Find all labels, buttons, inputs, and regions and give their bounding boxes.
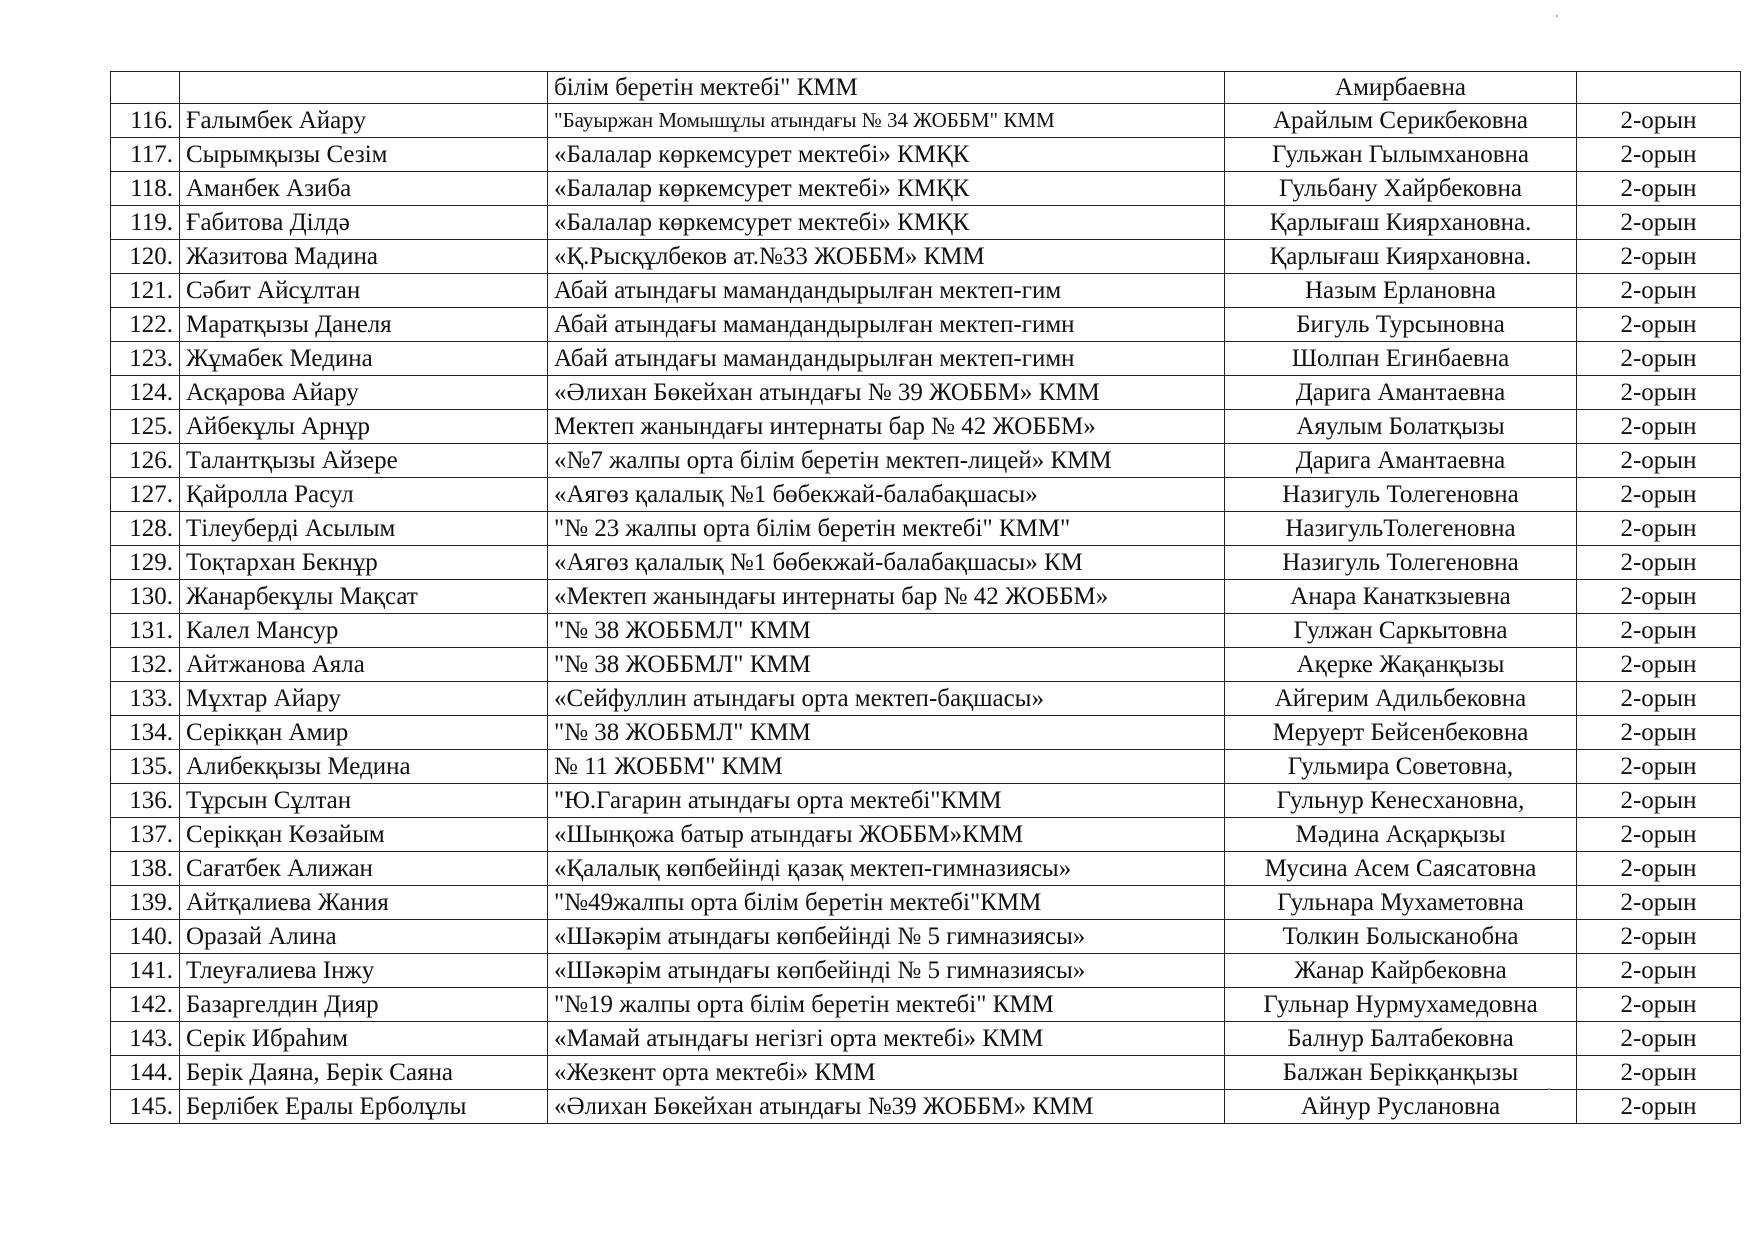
row-number: 116. [111, 104, 180, 138]
row-number: 142. [111, 988, 180, 1022]
participant-name [180, 72, 548, 104]
school-name: Абай атындағы мамандандырылған мектеп-гимн [548, 308, 1225, 342]
place-result: 2-орын [1577, 1022, 1741, 1056]
school-name: «Қ.Рысқұлбеков ат.№33 ЖОББМ» КММ [548, 240, 1225, 274]
place-result: 2-орын [1577, 988, 1741, 1022]
school-name: «Аягөз қалалық №1 бөбекжай-балабақшасы» КМ [548, 546, 1225, 580]
row-number: 138. [111, 852, 180, 886]
teacher-name: Бигуль Турсыновна [1225, 308, 1577, 342]
school-name: "№ 38 ЖОББМЛ" КММ [548, 716, 1225, 750]
teacher-name: Мәдина Асқарқызы [1225, 818, 1577, 852]
school-name: "Бауыржан Момышұлы атындағы № 34 ЖОББМ" КММ [548, 104, 1225, 138]
row-number: 128. [111, 512, 180, 546]
row-number: 118. [111, 172, 180, 206]
row-number: 140. [111, 920, 180, 954]
participant-name: Жұмабек Медина [180, 342, 548, 376]
participant-name: Серікқан Амир [180, 716, 548, 750]
table-row [111, 308, 1741, 342]
row-number: 121. [111, 274, 180, 308]
teacher-name: Гульбану Хайрбековна [1225, 172, 1577, 206]
school-name: «Шәкәрім атындағы көпбейінді № 5 гимназиясы» [548, 920, 1225, 954]
row-number: 134. [111, 716, 180, 750]
place-result: 2-орын [1577, 274, 1741, 308]
participant-name: Оразай Алина [180, 920, 548, 954]
school-name: "№ 38 ЖОББМЛ" КММ [548, 614, 1225, 648]
table-row [111, 886, 1741, 920]
row-number: 130. [111, 580, 180, 614]
scan-speck [1548, 1088, 1550, 1090]
teacher-name: Меруерт Бейсенбековна [1225, 716, 1577, 750]
teacher-name: Гульмира Советовна, [1225, 750, 1577, 784]
place-result: 2-орын [1577, 614, 1741, 648]
participant-name: Тұрсын Сұлтан [180, 784, 548, 818]
place-result: 2-орын [1577, 818, 1741, 852]
table-row [111, 716, 1741, 750]
row-number: 131. [111, 614, 180, 648]
school-name: «Әлихан Бөкейхан атындағы № 39 ЖОББМ» КММ [548, 376, 1225, 410]
school-name: «Әлихан Бөкейхан атындағы №39 ЖОББМ» КММ [548, 1090, 1225, 1124]
place-result: 2-орын [1577, 512, 1741, 546]
teacher-name: Гульнар Нурмухамедовна [1225, 988, 1577, 1022]
teacher-name: Аяулым Болатқызы [1225, 410, 1577, 444]
teacher-name: НазигульТолегеновна [1225, 512, 1577, 546]
table-row [111, 138, 1741, 172]
table-row [111, 512, 1741, 546]
school-name: «Шәкәрім атындағы көпбейінді № 5 гимназиясы» [548, 954, 1225, 988]
place-result: 2-орын [1577, 206, 1741, 240]
school-name: «Қалалық көпбейінді қазақ мектеп-гимназиясы» [548, 852, 1225, 886]
table-row [111, 376, 1741, 410]
school-name: «Жезкент орта мектебі» КММ [548, 1056, 1225, 1090]
scan-speck [1556, 15, 1558, 17]
table-row [111, 410, 1741, 444]
participant-name: Маратқызы Данеля [180, 308, 548, 342]
participant-name: Берлібек Ералы Ерболұлы [180, 1090, 548, 1124]
participant-name: Тлеуғалиева Інжу [180, 954, 548, 988]
table-row [111, 580, 1741, 614]
participant-name: Жазитова Мадина [180, 240, 548, 274]
teacher-name: Ақерке Жақанқызы [1225, 648, 1577, 682]
participant-name: Айбекұлы Арнұр [180, 410, 548, 444]
table-row [111, 104, 1741, 138]
teacher-name: Толкин Болысканобна [1225, 920, 1577, 954]
teacher-name: Гульнур Кенесхановна, [1225, 784, 1577, 818]
participant-name: Мұхтар Айару [180, 682, 548, 716]
participant-name: Серікқан Көзайым [180, 818, 548, 852]
place-result: 2-орын [1577, 172, 1741, 206]
school-name: «Балалар көркемсурет мектебі» КМҚК [548, 206, 1225, 240]
school-name: № 11 ЖОББМ" КММ [548, 750, 1225, 784]
school-name: «№7 жалпы орта білім беретін мектеп-лицей» КММ [548, 444, 1225, 478]
place-result: 2-орын [1577, 784, 1741, 818]
table-row [111, 172, 1741, 206]
teacher-name: Балнур Балтабековна [1225, 1022, 1577, 1056]
teacher-name: Дарига Амантаевна [1225, 444, 1577, 478]
place-result: 2-орын [1577, 308, 1741, 342]
participant-name: Сырымқызы Сезім [180, 138, 548, 172]
table-row [111, 818, 1741, 852]
teacher-name: Гульнара Мухаметовна [1225, 886, 1577, 920]
table-row [111, 648, 1741, 682]
row-number: 145. [111, 1090, 180, 1124]
row-number: 139. [111, 886, 180, 920]
table-row [111, 1090, 1741, 1124]
table-row [111, 478, 1741, 512]
place-result: 2-орын [1577, 240, 1741, 274]
row-number: 129. [111, 546, 180, 580]
teacher-name: Назым Ерлановна [1225, 274, 1577, 308]
row-number: 137. [111, 818, 180, 852]
teacher-name: Назигуль Толегеновна [1225, 546, 1577, 580]
table-row [111, 682, 1741, 716]
participant-name: Қайролла Расул [180, 478, 548, 512]
table-row [111, 1056, 1741, 1090]
participant-name: Сағатбек Алижан [180, 852, 548, 886]
place-result: 2-орын [1577, 716, 1741, 750]
row-number: 136. [111, 784, 180, 818]
row-number: 144. [111, 1056, 180, 1090]
teacher-name: Арайлым Серикбековна [1225, 104, 1577, 138]
row-number: 143. [111, 1022, 180, 1056]
school-name: «Шынқожа батыр атындағы ЖОББМ»КММ [548, 818, 1225, 852]
place-result: 2-орын [1577, 410, 1741, 444]
row-number: 122. [111, 308, 180, 342]
school-name: Абай атындағы мамандандырылған мектеп-гим [548, 274, 1225, 308]
school-name: «Сейфуллин атындағы орта мектеп-бақшасы» [548, 682, 1225, 716]
row-number: 123. [111, 342, 180, 376]
place-result: 2-орын [1577, 648, 1741, 682]
table-row [111, 988, 1741, 1022]
place-result: 2-орын [1577, 376, 1741, 410]
participant-name: Берік Даяна, Берік Саяна [180, 1056, 548, 1090]
table-row [111, 614, 1741, 648]
participant-name: Алибекқызы Медина [180, 750, 548, 784]
place-result: 2-орын [1577, 886, 1741, 920]
row-number: 141. [111, 954, 180, 988]
school-name: білім беретін мектебі" КММ [548, 72, 1225, 104]
row-number: 132. [111, 648, 180, 682]
school-name: "№ 23 жалпы орта білім беретін мектебі" КММ" [548, 512, 1225, 546]
school-name: "№49жалпы орта білім беретін мектебі"КММ [548, 886, 1225, 920]
teacher-name: Гульжан Гылымхановна [1225, 138, 1577, 172]
table-row [111, 1022, 1741, 1056]
table-row [111, 954, 1741, 988]
place-result: 2-орын [1577, 580, 1741, 614]
participant-name: Жанарбекұлы Мақсат [180, 580, 548, 614]
row-number: 119. [111, 206, 180, 240]
results-table [110, 71, 1741, 1124]
teacher-name: Амирбаевна [1225, 72, 1577, 104]
teacher-name: Анара Канаткзыевна [1225, 580, 1577, 614]
results-table-body [111, 72, 1741, 1124]
table-row [111, 546, 1741, 580]
table-row [111, 852, 1741, 886]
row-number [111, 72, 180, 104]
participant-name: Тоқтархан Бекнұр [180, 546, 548, 580]
teacher-name: Гулжан Саркытовна [1225, 614, 1577, 648]
place-result: 2-орын [1577, 750, 1741, 784]
row-number: 135. [111, 750, 180, 784]
row-number: 133. [111, 682, 180, 716]
teacher-name: Қарлығаш Киярхановна. [1225, 206, 1577, 240]
table-row [111, 240, 1741, 274]
school-name: Абай атындағы мамандандырылған мектеп-гимн [548, 342, 1225, 376]
row-number: 124. [111, 376, 180, 410]
row-number: 125. [111, 410, 180, 444]
participant-name: Талантқызы Айзере [180, 444, 548, 478]
participant-name: Ғабитова Ділдә [180, 206, 548, 240]
teacher-name: Айнур Руслановна [1225, 1090, 1577, 1124]
table-row [111, 750, 1741, 784]
place-result: 2-орын [1577, 682, 1741, 716]
place-result: 2-орын [1577, 546, 1741, 580]
place-result: 2-орын [1577, 342, 1741, 376]
participant-name: Ғалымбек Айару [180, 104, 548, 138]
teacher-name: Қарлығаш Киярхановна. [1225, 240, 1577, 274]
teacher-name: Мусина Асем Саясатовна [1225, 852, 1577, 886]
row-number: 117. [111, 138, 180, 172]
table-row [111, 444, 1741, 478]
school-name: «Мамай атындағы негізгі орта мектебі» КММ [548, 1022, 1225, 1056]
table-row [111, 206, 1741, 240]
school-name: "Ю.Гагарин атындағы орта мектебі"КММ [548, 784, 1225, 818]
participant-name: Серік Ибраһим [180, 1022, 548, 1056]
school-name: "№19 жалпы орта білім беретін мектебі" КММ [548, 988, 1225, 1022]
teacher-name: Дарига Амантаевна [1225, 376, 1577, 410]
participant-name: Асқарова Айару [180, 376, 548, 410]
place-result: 2-орын [1577, 954, 1741, 988]
participant-name: Аманбек Азиба [180, 172, 548, 206]
place-result: 2-орын [1577, 1056, 1741, 1090]
school-name: «Балалар көркемсурет мектебі» КМҚК [548, 138, 1225, 172]
table-row [111, 342, 1741, 376]
teacher-name: Назигуль Толегеновна [1225, 478, 1577, 512]
row-number: 120. [111, 240, 180, 274]
participant-name: Айтжанова Аяла [180, 648, 548, 682]
table-row [111, 920, 1741, 954]
row-number: 127. [111, 478, 180, 512]
participant-name: Айтқалиева Жания [180, 886, 548, 920]
teacher-name: Шолпан Егинбаевна [1225, 342, 1577, 376]
place-result [1577, 72, 1741, 104]
participant-name: Калел Мансур [180, 614, 548, 648]
teacher-name: Айгерим Адильбековна [1225, 682, 1577, 716]
place-result: 2-орын [1577, 920, 1741, 954]
school-name: «Аягөз қалалық №1 бөбекжай-балабақшасы» [548, 478, 1225, 512]
place-result: 2-орын [1577, 478, 1741, 512]
place-result: 2-орын [1577, 138, 1741, 172]
teacher-name: Жанар Кайрбековна [1225, 954, 1577, 988]
row-number: 126. [111, 444, 180, 478]
school-name: «Балалар көркемсурет мектебі» КМҚК [548, 172, 1225, 206]
participant-name: Базаргелдин Дияр [180, 988, 548, 1022]
place-result: 2-орын [1577, 1090, 1741, 1124]
place-result: 2-орын [1577, 852, 1741, 886]
participant-name: Тілеуберді Асылым [180, 512, 548, 546]
table-row [111, 274, 1741, 308]
participant-name: Сәбит Айсұлтан [180, 274, 548, 308]
table-row [111, 784, 1741, 818]
table-row [111, 72, 1741, 104]
school-name: "№ 38 ЖОББМЛ" КММ [548, 648, 1225, 682]
school-name: «Мектеп жанындағы интернаты бар № 42 ЖОББМ» [548, 580, 1225, 614]
teacher-name: Балжан Берікқанқызы [1225, 1056, 1577, 1090]
place-result: 2-орын [1577, 104, 1741, 138]
school-name: Мектеп жанындағы интернаты бар № 42 ЖОББМ» [548, 410, 1225, 444]
place-result: 2-орын [1577, 444, 1741, 478]
